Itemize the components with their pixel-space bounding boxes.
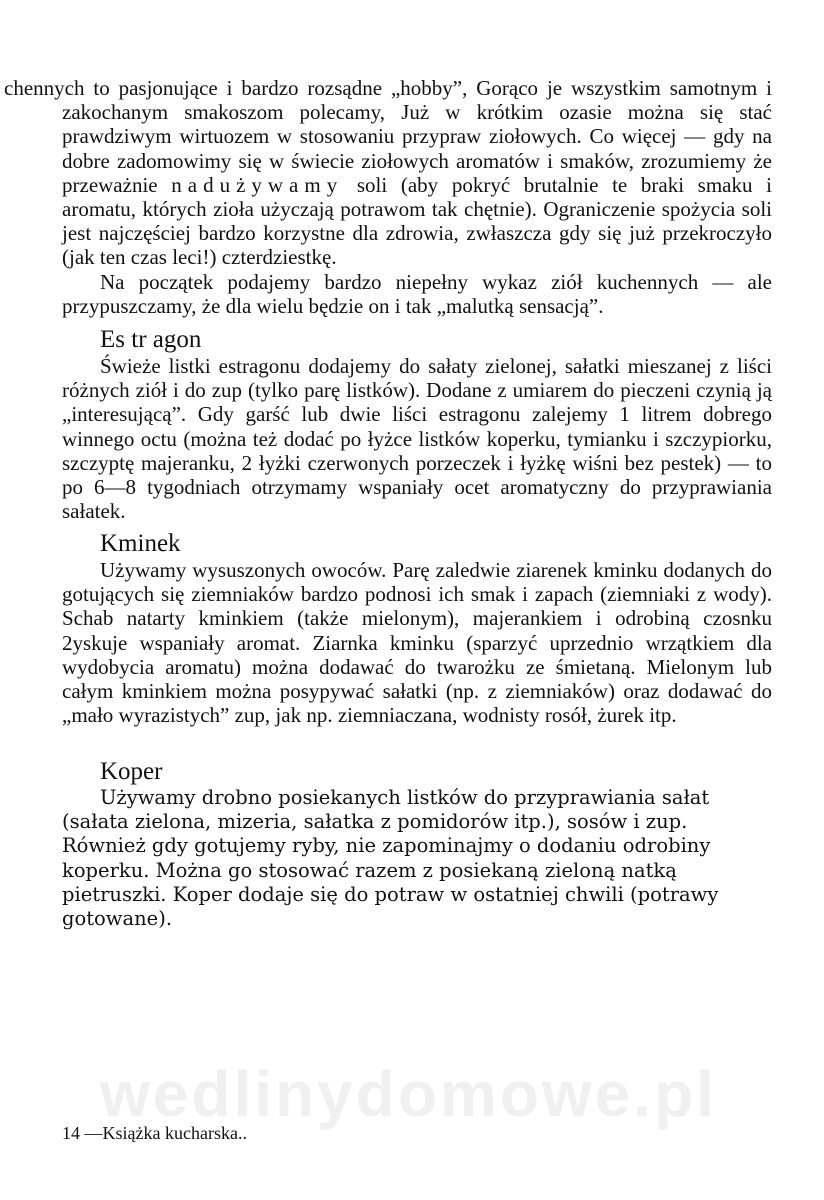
- watermark: wedlinydomowe.pl: [100, 1058, 717, 1130]
- section-text: Używamy wysuszonych owoców. Parę zaledwie ziarenek kminku dodanych do gotujących się ziemniaków bardzo podnosi ich smak i zapach (ziemniaki z wody). Schab natarty kminkiem (także mielonym), majerankiem i odrobiną czosnku 2yskuje wspaniały aromat. Ziarnka kminku (sparzyć uprzednio wrzątkiem dla wydobycia aromatu) można dodawać do twarożku ze śmietaną. Mielonym lub całym kminkiem można posypywać sałatki (np. z ziemniaków) oraz dodawać do „mało wyrazistych” zup, jak np. ziemniaczana, wodnisty rosół, żurek itp.: [62, 558, 772, 728]
- section-heading: Kminek: [100, 530, 181, 557]
- intro-text-end: soli (aby pokryć brutalnie te braki smaku i aromatu, których zioła użyczają potrawom tak chętnie). Ograniczenie spożycia soli jest najczęściej bardzo korzystne dla zdrowia, zwłaszcza gdy się już przekroczyło (jak ten czas leci!) czterdziestkę.: [62, 172, 772, 270]
- section-kminek: [62, 530, 772, 727]
- page-footer: 14 —Książka kucharska..: [62, 1123, 247, 1143]
- intro-paragraph-2: Na początek podajemy bardzo niepełny wykaz ziół kuchennych — ale przypuszczamy, że dla wielu będzie on i tak „malutką sensacją”.: [62, 269, 772, 318]
- section-text: Świeże listki estragonu dodajemy do sałaty zielonej, sałatki mieszanej z liści różnych ziół i do zup (tylko parę listków). Dodane z umiarem do pieczeni czynią ją „interesującą”. Gdy garść lub dwie liści estragonu zalejemy 1 litrem dobrego winnego octu (można też dodać po łyżce listków koperku, tymianku i szczypiorku, szczyptę majeranku, 2 łyżki czerwonych porzeczek i łyżkę wiśni bez pestek) — to po 6—8 tygodniach otrzymamy wspaniały ocet aromatyczny do przyprawiania sałatek.: [62, 354, 772, 524]
- section-heading: Koper: [100, 758, 163, 785]
- emphasized-word: nadużywamy: [171, 172, 344, 197]
- section-text: Używamy drobno posiekanych listków do przyprawiania sałat (sałata zielona, mizeria, sałatka z pomidorów itp.), sosów i zup. Również gdy gotujemy ryby, nie zapominajmy o dodaniu odrobiny koperku. Można go stosować razem z posiekaną zieloną natką pietruszki. Koper dodaje się do potraw w ostatniej chwili (potrawy gotowane).: [62, 786, 719, 931]
- intro-block: [4, 76, 772, 318]
- intro-paragraph-1: [4, 76, 772, 270]
- intro-text-start: chennych to pasjonujące i bardzo rozsądne „hobby”, Gorąco je wszystkim samotnym i zakochanym smakoszom polecamy, Już w krótkim ozasie można się stać prawdziwym wirtuozem w stosowaniu przypraw ziołowych. Co więcej — gdy na dobre zadomowimy się w świecie ziołowych aromatów i smaków, zrozumiemy że przeważnie: [4, 76, 772, 197]
- section-heading: Es tr agon: [100, 326, 202, 353]
- section-koper: [62, 758, 772, 931]
- section-estragon: [62, 326, 772, 523]
